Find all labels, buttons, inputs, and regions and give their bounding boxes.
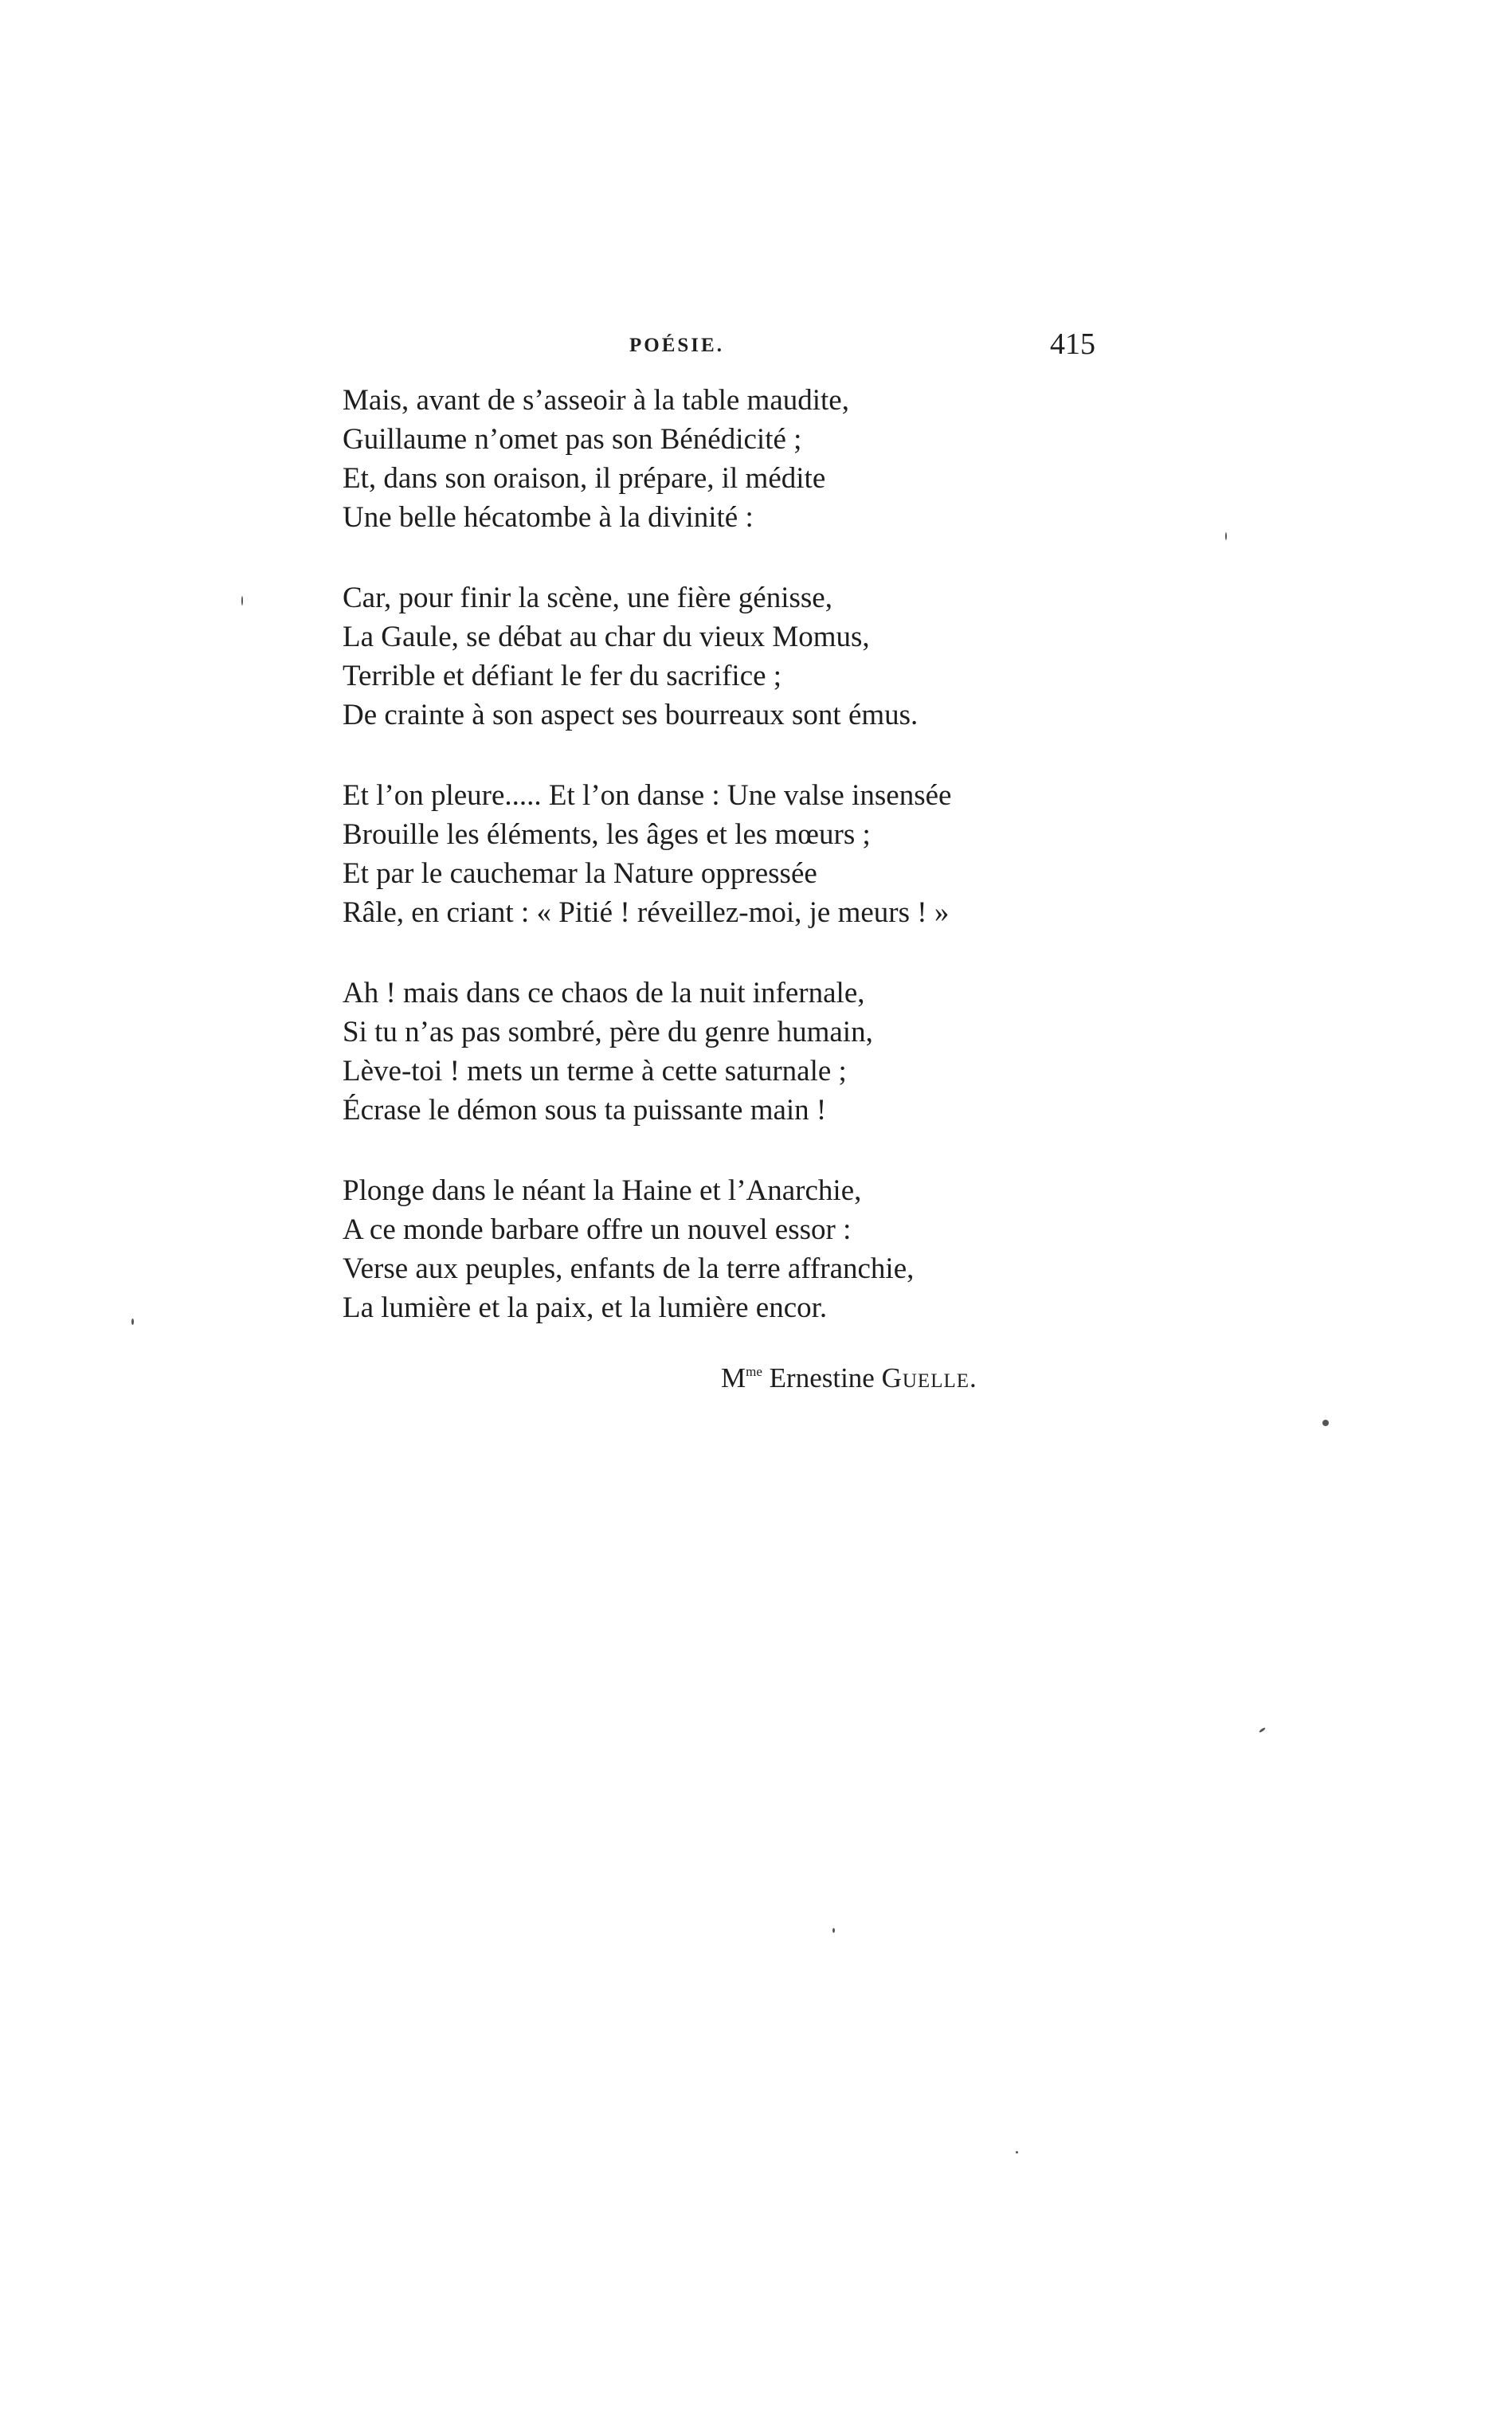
- verse-line: Terrible et défiant le fer du sacrifice ;: [343, 660, 782, 692]
- verse-line: Si tu n’as pas sombré, père du genre humain,: [343, 1016, 873, 1048]
- stanza: [343, 776, 1139, 932]
- scan-speck: [241, 596, 243, 605]
- stanza: [343, 578, 1139, 735]
- verse-line: Et, dans son oraison, il prépare, il médite: [343, 462, 826, 495]
- stanza: [343, 1171, 1139, 1327]
- verse-line: Râle, en criant : « Pitié ! réveillez-moi, je meurs ! »: [343, 896, 950, 929]
- verse-line: Brouille les éléments, les âges et les mœurs ;: [343, 818, 871, 851]
- scan-speck: [131, 1319, 134, 1325]
- verse-line: Ah ! mais dans ce chaos de la nuit infernale,: [343, 977, 865, 1009]
- scan-speck: [1016, 2151, 1018, 2153]
- verse-line: De crainte à son aspect ses bourreaux sont émus.: [343, 699, 919, 731]
- poem: [343, 381, 1139, 1369]
- verse-line: Et l’on pleure..... Et l’on danse : Une valse insensée: [343, 779, 952, 812]
- verse-line: Verse aux peuples, enfants de la terre affranchie,: [343, 1252, 915, 1285]
- verse-line: La lumière et la paix, et la lumière encor.: [343, 1291, 828, 1324]
- scan-speck: [1322, 1420, 1329, 1426]
- verse-line: La Gaule, se débat au char du vieux Momus,: [343, 621, 870, 653]
- verse-line: Et par le cauchemar la Nature oppressée: [343, 857, 817, 890]
- scan-speck: [1259, 1727, 1266, 1734]
- stanza: [343, 974, 1139, 1130]
- verse-line: Mais, avant de s’asseoir à la table maudite,: [343, 384, 849, 417]
- verse-line: Lève-toi ! mets un terme à cette saturnale ;: [343, 1055, 847, 1088]
- stanza: [343, 381, 1139, 537]
- verse-line: Plonge dans le néant la Haine et l’Anarchie,: [343, 1174, 862, 1207]
- author-signature: [721, 1362, 977, 1394]
- page-number: 415: [1050, 327, 1095, 361]
- scan-speck: [832, 1928, 835, 1933]
- verse-line: Car, pour finir la scène, une fière génisse,: [343, 582, 832, 614]
- signature-surname: Guelle.: [881, 1362, 977, 1393]
- verse-line: Écrase le démon sous ta puissante main !: [343, 1094, 827, 1127]
- running-title: POÉSIE.: [629, 335, 724, 356]
- signature-given-name: Ernestine: [769, 1362, 875, 1393]
- verse-line: Une belle hécatombe à la divinité :: [343, 501, 754, 534]
- verse-line: Guillaume n’omet pas son Bénédicité ;: [343, 423, 802, 456]
- verse-line: A ce monde barbare offre un nouvel essor :: [343, 1213, 852, 1246]
- signature-title: $M^{me}$: [721, 1362, 762, 1393]
- scan-speck: [1225, 532, 1227, 540]
